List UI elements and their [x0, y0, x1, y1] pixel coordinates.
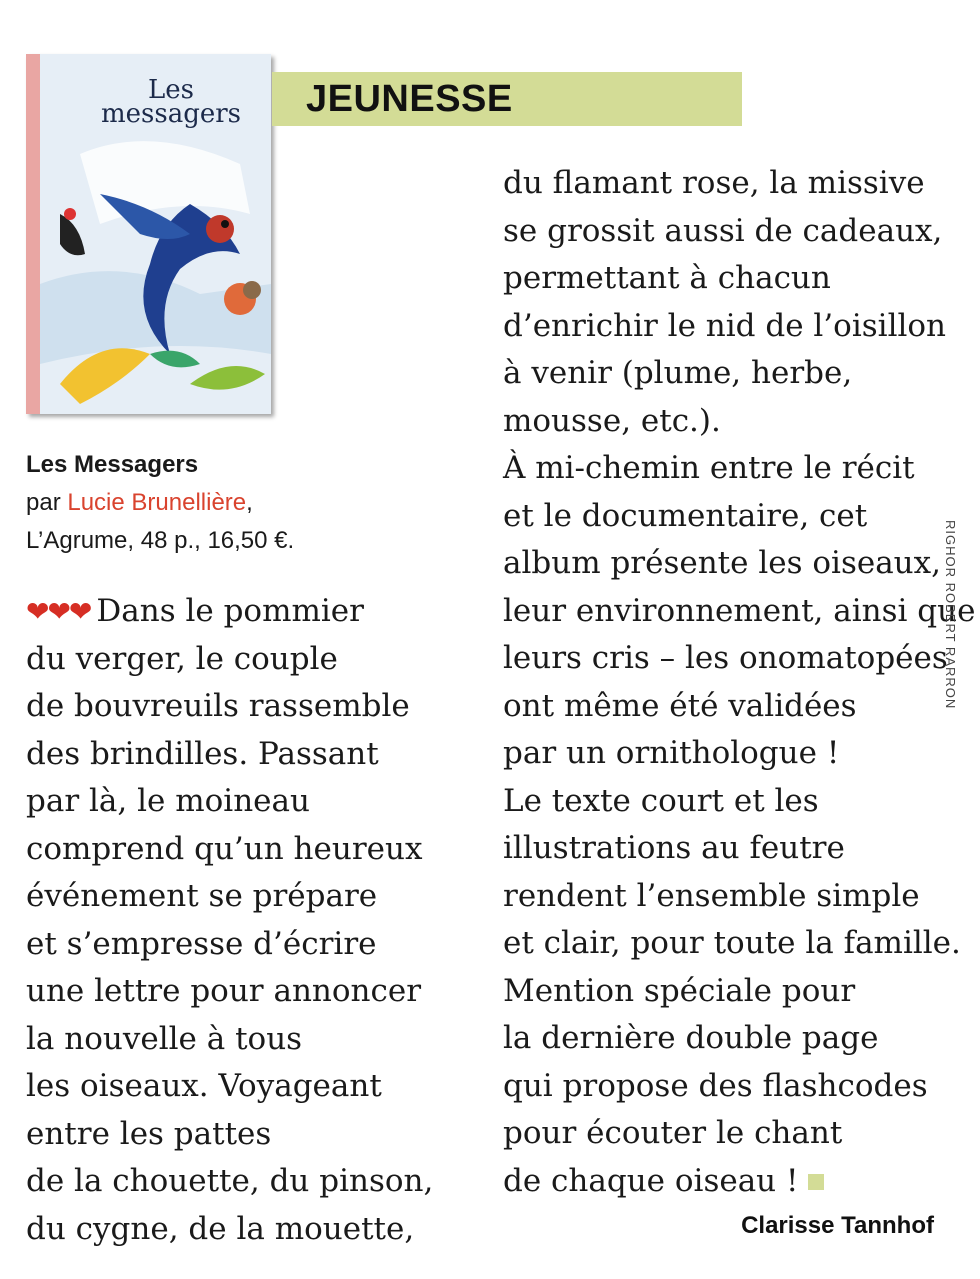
text-line: [26, 1206, 433, 1254]
review-column-2: [503, 160, 975, 1205]
text-line: [26, 873, 433, 921]
text-line-content: qui propose des flashcodes: [503, 1067, 928, 1104]
text-line: [503, 255, 975, 303]
text-line: [503, 683, 975, 731]
text-line: [503, 445, 975, 493]
text-line: [503, 1063, 975, 1111]
text-line-content: de chaque oiseau !: [503, 1162, 799, 1199]
text-line: [503, 635, 975, 683]
text-line-content: comprend qu’un heureux: [26, 830, 423, 867]
cover-spine: [26, 54, 40, 414]
text-line: [26, 636, 433, 684]
text-line-content: permettant à chacun: [503, 260, 831, 296]
text-line-content: leurs cris – les onomatopées: [503, 640, 948, 676]
text-line: [503, 350, 975, 398]
text-line-content: événement se prépare: [26, 878, 378, 914]
text-line: [26, 1111, 433, 1159]
rating-hearts-icon: ❤❤❤: [26, 595, 91, 628]
review-author: Clarisse Tannhof: [741, 1212, 934, 1239]
text-line: [503, 588, 975, 636]
text-line-content: mousse, etc.).: [503, 402, 721, 439]
end-square-icon: [808, 1174, 824, 1190]
text-line-content: rendent l’ensemble simple: [503, 877, 920, 914]
text-line-content: par un ornithologue !: [503, 735, 840, 771]
text-line: [503, 303, 975, 351]
text-line: [26, 968, 433, 1016]
cover-title-line2: messagers: [100, 99, 242, 129]
text-line-content: des brindilles. Passant: [26, 735, 379, 772]
book-details: L’Agrume, 48 p., 16,50 €.: [26, 527, 295, 554]
text-line-content: la nouvelle à tous: [26, 1020, 303, 1057]
text-line: [26, 778, 433, 826]
text-line-content: et clair, pour toute la famille.: [503, 925, 961, 961]
text-line-content: album présente les oiseaux,: [503, 545, 941, 581]
text-line-content: pour écouter le chant: [503, 1115, 843, 1151]
text-line: [26, 1016, 433, 1064]
photo-credit: RIGHOR ROBERT RARRON: [943, 520, 958, 710]
text-line-content: du cygne, de la mouette,: [26, 1210, 415, 1247]
text-line-content: les oiseaux. Voyageant: [26, 1068, 382, 1104]
text-line-content: Mention spéciale pour: [503, 972, 856, 1009]
text-line-content: leur environnement, ainsi que: [503, 592, 976, 629]
text-line: [26, 921, 433, 969]
text-line: [503, 1158, 975, 1206]
author-name: Lucie Brunellière: [67, 489, 247, 516]
text-line: [503, 920, 975, 968]
cover-title-line1: Les: [148, 75, 194, 105]
text-line-content: Le texte court et les: [503, 782, 819, 819]
text-line: [26, 1063, 433, 1111]
book-author-line: par Lucie Brunellière,: [26, 489, 253, 516]
by-label: par: [26, 489, 61, 516]
text-line-content: et le documentaire, cet: [503, 497, 868, 534]
text-line: [503, 398, 975, 446]
text-line-content: la dernière double page: [503, 1020, 879, 1056]
text-line-content: de bouvreuils rassemble: [26, 688, 410, 724]
text-line-content: de la chouette, du pinson,: [26, 1163, 434, 1199]
text-line: [503, 873, 975, 921]
text-line-content: par là, le moineau: [26, 783, 310, 819]
text-line-content: du flamant rose, la missive: [503, 165, 925, 201]
text-line: [503, 1110, 975, 1158]
text-line: [503, 493, 975, 541]
text-line-content: À mi-chemin entre le récit: [503, 450, 915, 486]
text-line: [503, 730, 975, 778]
book-info: [26, 446, 294, 560]
text-line-content: illustrations au feutre: [503, 830, 845, 866]
text-line-content: une lettre pour annoncer: [26, 973, 422, 1009]
text-line-content: d’enrichir le nid de l’oisillon: [503, 307, 947, 344]
text-line: [503, 208, 975, 256]
text-line: [26, 683, 433, 731]
text-line: [503, 540, 975, 588]
text-line: [503, 825, 975, 873]
text-line: [503, 1015, 975, 1063]
text-line-content: ont même été validées: [503, 687, 857, 724]
text-line: [26, 731, 433, 779]
text-line: [26, 588, 433, 636]
text-line-content: à venir (plume, herbe,: [503, 355, 853, 391]
section-label: JEUNESSE: [306, 78, 513, 120]
text-line-content: du verger, le couple: [26, 640, 338, 677]
section-banner: [272, 72, 742, 126]
cover-title: [86, 75, 256, 129]
book-cover-image: [26, 54, 271, 414]
text-line: [26, 826, 433, 874]
text-line: [503, 778, 975, 826]
text-line: [503, 160, 975, 208]
text-line-content: entre les pattes: [26, 1115, 272, 1152]
text-line-content: Dans le pommier: [96, 593, 364, 629]
book-title: Les Messagers: [26, 451, 199, 478]
text-line: [26, 1158, 433, 1206]
text-line-content: et s’empresse d’écrire: [26, 925, 377, 962]
text-line-content: se grossit aussi de cadeaux,: [503, 212, 943, 249]
review-column-1: [26, 588, 433, 1253]
text-line: [503, 968, 975, 1016]
